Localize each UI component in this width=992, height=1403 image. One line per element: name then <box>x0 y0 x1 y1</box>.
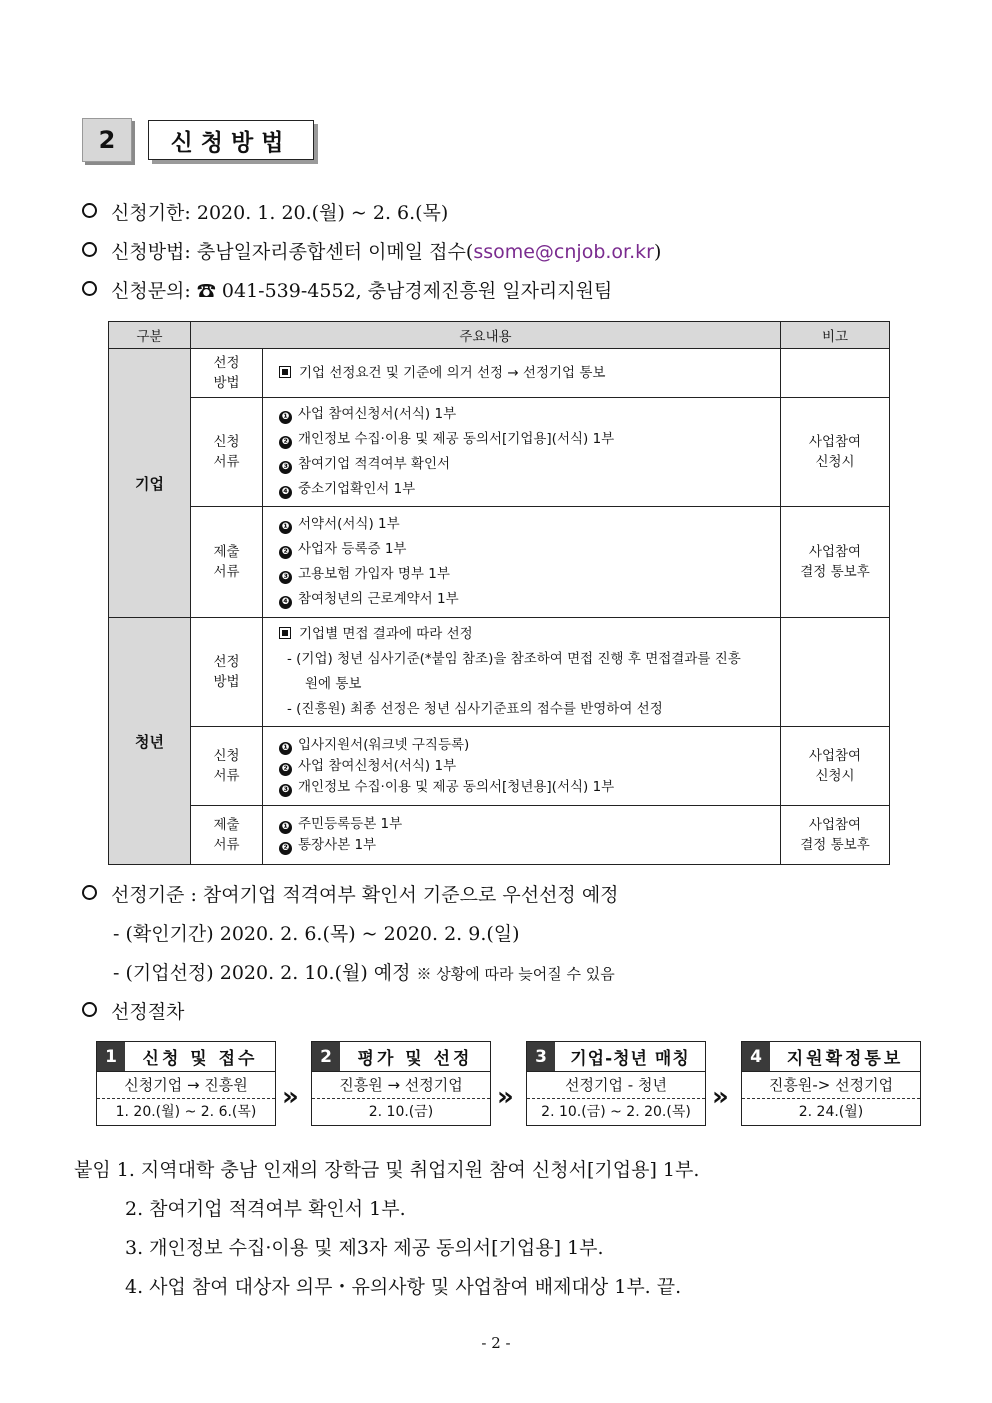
list-item: 원에 통보 <box>305 676 362 692</box>
category-company: 기업 <box>109 349 191 618</box>
step-label: 기업-청년 매칭 <box>570 1049 690 1069</box>
number-4-icon: ❹ <box>279 486 292 499</box>
square-bullet-icon <box>279 627 291 639</box>
note-cell <box>781 618 890 727</box>
number-2-icon: ❷ <box>279 842 292 855</box>
sub-label: 신청 서류 <box>191 398 263 507</box>
list-item: ❶ 사업 참여신청서(서식) 1부 <box>279 402 770 427</box>
table-row <box>109 618 890 727</box>
sub-label: 제출 서류 <box>191 806 263 865</box>
table-row <box>109 806 890 865</box>
note-cell: 사업참여 결정 통보후 <box>781 507 890 618</box>
list-item: 기업별 면접 결과에 따라 선정 <box>279 622 770 647</box>
attachment-line-3: 3. 개인정보 수집·이용 및 제3자 제공 동의서[기업용] 1부. <box>125 1237 604 1259</box>
circle-bullet-icon <box>82 242 97 257</box>
list-item: ❹ 참여청년의 근로계약서 1부 <box>279 587 770 612</box>
list-item: ❷ 통장사본 1부 <box>279 835 770 856</box>
flow-arrow-icon: » <box>712 1082 729 1112</box>
flow-arrow-icon: » <box>282 1082 299 1112</box>
step-flow: 신청기업 → 진흥원 <box>97 1072 275 1099</box>
criteria-sub-1: - (확인기간) 2020. 2. 6.(목) ~ 2020. 2. 9.(일) <box>113 923 520 945</box>
content-cell: 기업 선정요건 및 기준에 의거 선정 → 선정기업 통보 <box>263 349 781 398</box>
sub-label: 선정 방법 <box>191 618 263 727</box>
sub-label: 신청 서류 <box>191 727 263 806</box>
table-header-row <box>109 322 890 349</box>
flow-arrow-icon: » <box>497 1082 514 1112</box>
step-number: 3 <box>527 1042 555 1071</box>
number-1-icon: ❶ <box>279 742 292 755</box>
list-item: - (진흥원) 최종 선정은 청년 심사기준표의 점수를 반영하여 선정 <box>287 701 663 717</box>
number-1-icon: ❶ <box>279 411 292 424</box>
list-item: ❸ 참여기업 적격여부 확인서 <box>279 452 770 477</box>
section-number: 2 <box>82 118 132 162</box>
note-cell: 사업참여 신청시 <box>781 398 890 507</box>
list-item: ❸ 개인정보 수집·이용 및 제공 동의서[청년용](서식) 1부 <box>279 777 770 798</box>
list-item: - (기업) 청년 심사기준(*붙임 참조)을 참조하여 면접 진행 후 면접결과를 진흥 <box>287 651 741 667</box>
list-item: ❷ 사업 참여신청서(서식) 1부 <box>279 756 770 777</box>
sub-label: 선정 방법 <box>191 349 263 398</box>
flow-step-2 <box>311 1041 491 1126</box>
list-item: ❶ 입사지원서(워크넷 구직등록) <box>279 735 770 756</box>
step-number: 4 <box>742 1042 770 1071</box>
procedure-item: 선정절차 <box>82 997 184 1024</box>
list-item: ❷ 개인정보 수집·이용 및 제공 동의서[기업용](서식) 1부 <box>279 427 770 452</box>
list-item: ❹ 중소기업확인서 1부 <box>279 477 770 502</box>
sub-label: 제출 서류 <box>191 507 263 618</box>
attachment-line-1: 붙임 1. 지역대학 충남 인재의 장학금 및 취업지원 참여 신청서[기업용] 1부. <box>74 1159 700 1181</box>
step-label: 신청 및 접수 <box>142 1049 258 1069</box>
number-2-icon: ❷ <box>279 546 292 559</box>
header-category: 구분 <box>109 322 191 349</box>
number-2-icon: ❷ <box>279 436 292 449</box>
table-row <box>109 349 890 398</box>
method-item: 신청방법: 충남일자리종합센터 이메일 접수(ssome@cnjob.or.kr) <box>82 237 661 264</box>
step-number: 2 <box>312 1042 340 1071</box>
flow-step-3 <box>526 1041 706 1126</box>
criteria-sub-2: - (기업선정) 2020. 2. 10.(월) 예정 ※ 상황에 따라 늦어질 수 있음 <box>113 962 615 984</box>
number-1-icon: ❶ <box>279 821 292 834</box>
square-bullet-icon <box>279 366 291 378</box>
category-youth: 청년 <box>109 618 191 865</box>
step-flow: 진흥원-> 선정기업 <box>742 1072 920 1099</box>
step-label: 평가 및 선정 <box>357 1049 473 1069</box>
circle-bullet-icon <box>82 885 97 900</box>
step-flow: 진흥원 → 선정기업 <box>312 1072 490 1099</box>
content-cell <box>263 398 781 507</box>
list-item: ❸ 고용보험 가입자 명부 1부 <box>279 562 770 587</box>
step-flow: 선정기업 - 청년 <box>527 1072 705 1099</box>
table-row <box>109 507 890 618</box>
list-item: ❷ 사업자 등록증 1부 <box>279 537 770 562</box>
step-number: 1 <box>97 1042 125 1071</box>
table-row <box>109 398 890 507</box>
content-cell <box>263 806 781 865</box>
content-cell <box>263 727 781 806</box>
note-cell: 사업참여 신청시 <box>781 727 890 806</box>
step-label: 지원확정통보 <box>786 1049 904 1069</box>
header-note: 비고 <box>781 322 890 349</box>
step-date: 2. 24.(월) <box>798 1104 864 1120</box>
number-2-icon: ❷ <box>279 763 292 776</box>
application-table <box>108 321 890 865</box>
flow-step-1 <box>96 1041 276 1126</box>
criteria-note: ※ 상황에 따라 늦어질 수 있음 <box>416 965 615 983</box>
email-link[interactable]: ssome@cnjob.or.kr <box>473 241 654 263</box>
attachment-line-4: 4. 사업 참여 대상자 의무・유의사항 및 사업참여 배제대상 1부. 끝. <box>125 1276 682 1298</box>
criteria-item: 선정기준 : 참여기업 적격여부 확인서 기준으로 우선선정 예정 <box>82 880 619 907</box>
page-number: - 2 - <box>481 1334 511 1352</box>
inquiry-item: 신청문의: ☎ 041-539-4552, 충남경제진흥원 일자리지원팀 <box>82 276 612 303</box>
flow-step-4 <box>741 1041 921 1126</box>
step-date: 2. 10.(금) <box>368 1104 434 1120</box>
circle-bullet-icon <box>82 1002 97 1017</box>
circle-bullet-icon <box>82 281 97 296</box>
circle-bullet-icon <box>82 203 97 218</box>
number-3-icon: ❸ <box>279 784 292 797</box>
deadline-item: 신청기한: 2020. 1. 20.(월) ~ 2. 6.(목) <box>82 198 448 225</box>
table-row <box>109 727 890 806</box>
list-item: ❶ 서약서(서식) 1부 <box>279 512 770 537</box>
number-3-icon: ❸ <box>279 461 292 474</box>
attachment-line-2: 2. 참여기업 적격여부 확인서 1부. <box>125 1198 406 1220</box>
note-cell: 사업참여 결정 통보후 <box>781 806 890 865</box>
number-3-icon: ❸ <box>279 571 292 584</box>
content-cell <box>263 618 781 727</box>
number-1-icon: ❶ <box>279 521 292 534</box>
step-date: 2. 10.(금) ~ 2. 20.(목) <box>541 1104 691 1120</box>
step-date: 1. 20.(월) ~ 2. 6.(목) <box>115 1104 257 1120</box>
number-4-icon: ❹ <box>279 596 292 609</box>
section-title: 신청방법 <box>148 120 314 160</box>
note-cell <box>781 349 890 398</box>
header-content: 주요내용 <box>191 322 781 349</box>
content-cell <box>263 507 781 618</box>
list-item: ❶ 주민등록등본 1부 <box>279 814 770 835</box>
